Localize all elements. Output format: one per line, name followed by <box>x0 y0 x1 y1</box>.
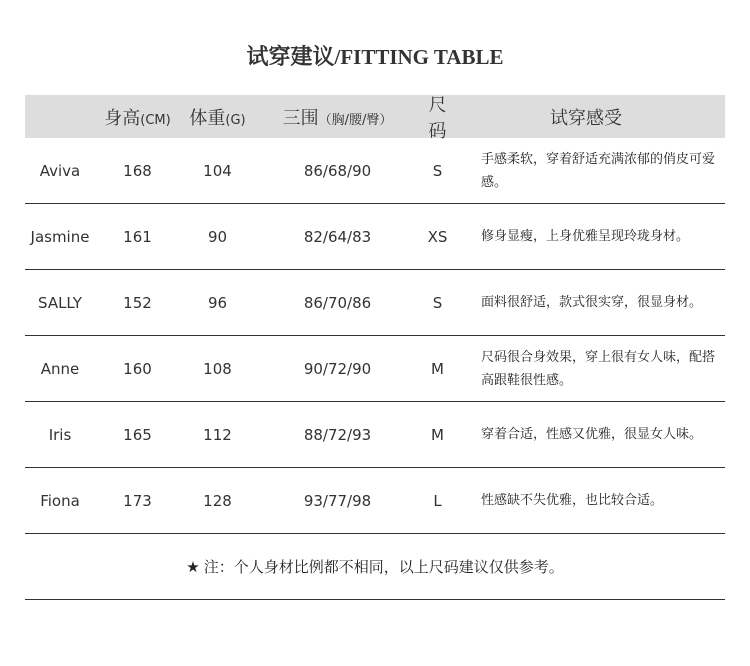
cell-height: 160 <box>123 359 152 378</box>
header-height-unit: (CM) <box>140 112 171 128</box>
cell-name: Aviva <box>39 161 81 180</box>
cell-size: M <box>431 359 444 378</box>
table-header <box>25 94 725 142</box>
header-feel: 试穿感受 <box>550 107 622 129</box>
cell-height: 165 <box>123 425 152 444</box>
header-weight <box>180 104 255 130</box>
disclaimer-note <box>25 534 725 600</box>
cell-height: 161 <box>123 227 152 246</box>
cell-size: L <box>433 491 442 510</box>
cell-weight: 104 <box>203 161 232 180</box>
table-row <box>25 204 725 270</box>
star-icon: ★ <box>186 557 200 576</box>
header-size: 尺码 <box>428 94 447 142</box>
cell-height: 173 <box>123 491 152 510</box>
header-measure-unit: （胸/腰/臀） <box>318 112 393 128</box>
cell-weight: 108 <box>203 359 232 378</box>
cell-name: Iris <box>48 425 72 444</box>
note-text: 注：个人身材比例都不相同，以上尺码建议仅供参考。 <box>203 558 564 576</box>
table-row <box>25 138 725 204</box>
cell-weight: 96 <box>207 293 228 312</box>
cell-size: S <box>432 161 443 180</box>
header-weight-label: 体重 <box>189 107 226 129</box>
cell-weight: 90 <box>207 227 228 246</box>
cell-feel: 尺码很合身效果，穿上很有女人味，配搭高跟鞋很性感。 <box>481 349 716 388</box>
cell-feel: 面料很舒适，款式很实穿，很显身材。 <box>481 295 703 310</box>
header-height <box>95 104 180 130</box>
title-en: /FITTING TABLE <box>334 45 504 69</box>
cell-weight: 112 <box>203 425 232 444</box>
cell-size: S <box>432 293 443 312</box>
header-measure-label: 三围 <box>282 107 319 129</box>
cell-measure: 86/68/90 <box>303 161 372 180</box>
fitting-table <box>25 95 725 600</box>
cell-feel: 修身显瘦，上身优雅呈现玲珑身材。 <box>481 229 690 244</box>
cell-name: SALLY <box>38 293 82 312</box>
cell-feel: 性感缺不失优雅，也比较合适。 <box>481 493 664 508</box>
cell-name: Fiona <box>40 491 80 510</box>
cell-height: 168 <box>123 161 152 180</box>
table-row <box>25 270 725 336</box>
cell-size: XS <box>427 227 448 246</box>
page-title <box>0 40 750 71</box>
cell-measure: 88/72/93 <box>303 425 372 444</box>
header-measure <box>255 104 420 130</box>
cell-feel: 手感柔软，穿着舒适充满浓郁的俏皮可爱感。 <box>481 151 716 190</box>
cell-name: Anne <box>40 359 80 378</box>
cell-weight: 128 <box>203 491 232 510</box>
cell-measure: 86/70/86 <box>303 293 372 312</box>
title-cn: 试穿建议 <box>246 45 335 70</box>
cell-height: 152 <box>123 293 152 312</box>
header-height-label: 身高 <box>104 107 141 129</box>
cell-measure: 93/77/98 <box>303 491 372 510</box>
header-weight-unit: (G) <box>225 112 246 128</box>
cell-name: Jasmine <box>30 227 90 246</box>
table-row <box>25 336 725 402</box>
table-row <box>25 402 725 468</box>
cell-measure: 90/72/90 <box>303 359 372 378</box>
cell-feel: 穿着合适，性感又优雅，很显女人味。 <box>481 427 703 442</box>
table-row <box>25 468 725 534</box>
cell-size: M <box>431 425 444 444</box>
cell-measure: 82/64/83 <box>303 227 372 246</box>
